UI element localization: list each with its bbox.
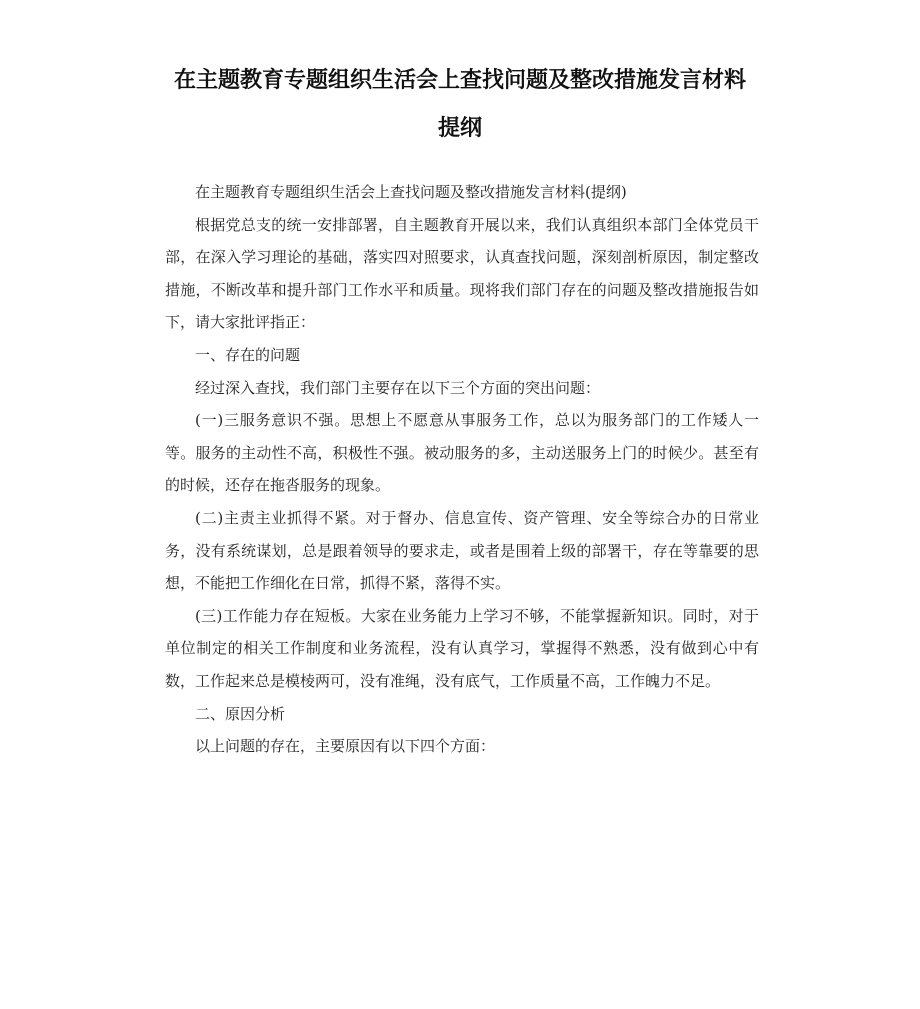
document-title-line-2: 提纲 bbox=[437, 116, 482, 141]
body-paragraph-problem-2: (二)主责主业抓得不紧。对于督办、信息宣传、资产管理、安全等综合办的日常业务，没有系统谋划，总是跟着领导的要求走，或者是围着上级的部署干，存在等靠要的思想，不能把工作细化在日常，抓得不紧，落得不实。 bbox=[165, 508, 759, 593]
body-paragraph-problems-lead: 经过深入查找，我们部门主要存在以下三个方面的突出问题： bbox=[195, 378, 601, 397]
body-paragraph-intro: 根据党总支的统一安排部署，自主题教育开展以来，我们认真组织本部门全体党员干部，在深入学习理论的基础，落实四对照要求，认真查找问题，深刻剖析原因，制定整改措施，不断改革和提升部门工作水平和质量。现将我们部门存在的问题及整改措施报告如下，请大家批评指正： bbox=[165, 215, 759, 332]
document-title-line-1: 在主题教育专题组织生活会上查找问题及整改措施发言材料 bbox=[173, 68, 746, 93]
section-heading-problems: 一、存在的问题 bbox=[195, 345, 301, 364]
section-heading-causes: 二、原因分析 bbox=[195, 704, 286, 723]
document-body bbox=[165, 176, 759, 763]
body-paragraph-subtitle: 在主题教育专题组织生活会上查找问题及整改措施发言材料(提纲) bbox=[195, 183, 627, 201]
body-paragraph-problem-1: (一)三服务意识不强。思想上不愿意从事服务工作，总以为服务部门的工作矮人一等。服务的主动性不高，积极性不强。被动服务的多，主动送服务上门的时候少。甚至有的时候，还存在拖沓服务的现象。 bbox=[165, 411, 759, 495]
body-paragraph-causes-lead: 以上问题的存在，主要原因有以下四个方面： bbox=[195, 737, 496, 756]
body-paragraph-problem-3: (三)工作能力存在短板。大家在业务能力上学习不够，不能掌握新知识。同时，对于单位制定的相关工作制度和业务流程，没有认真学习，掌握得不熟悉，没有做到心中有数，工作起来总是模棱两可，没有准绳，没有底气，工作质量不高，工作魄力不足。 bbox=[165, 606, 759, 690]
